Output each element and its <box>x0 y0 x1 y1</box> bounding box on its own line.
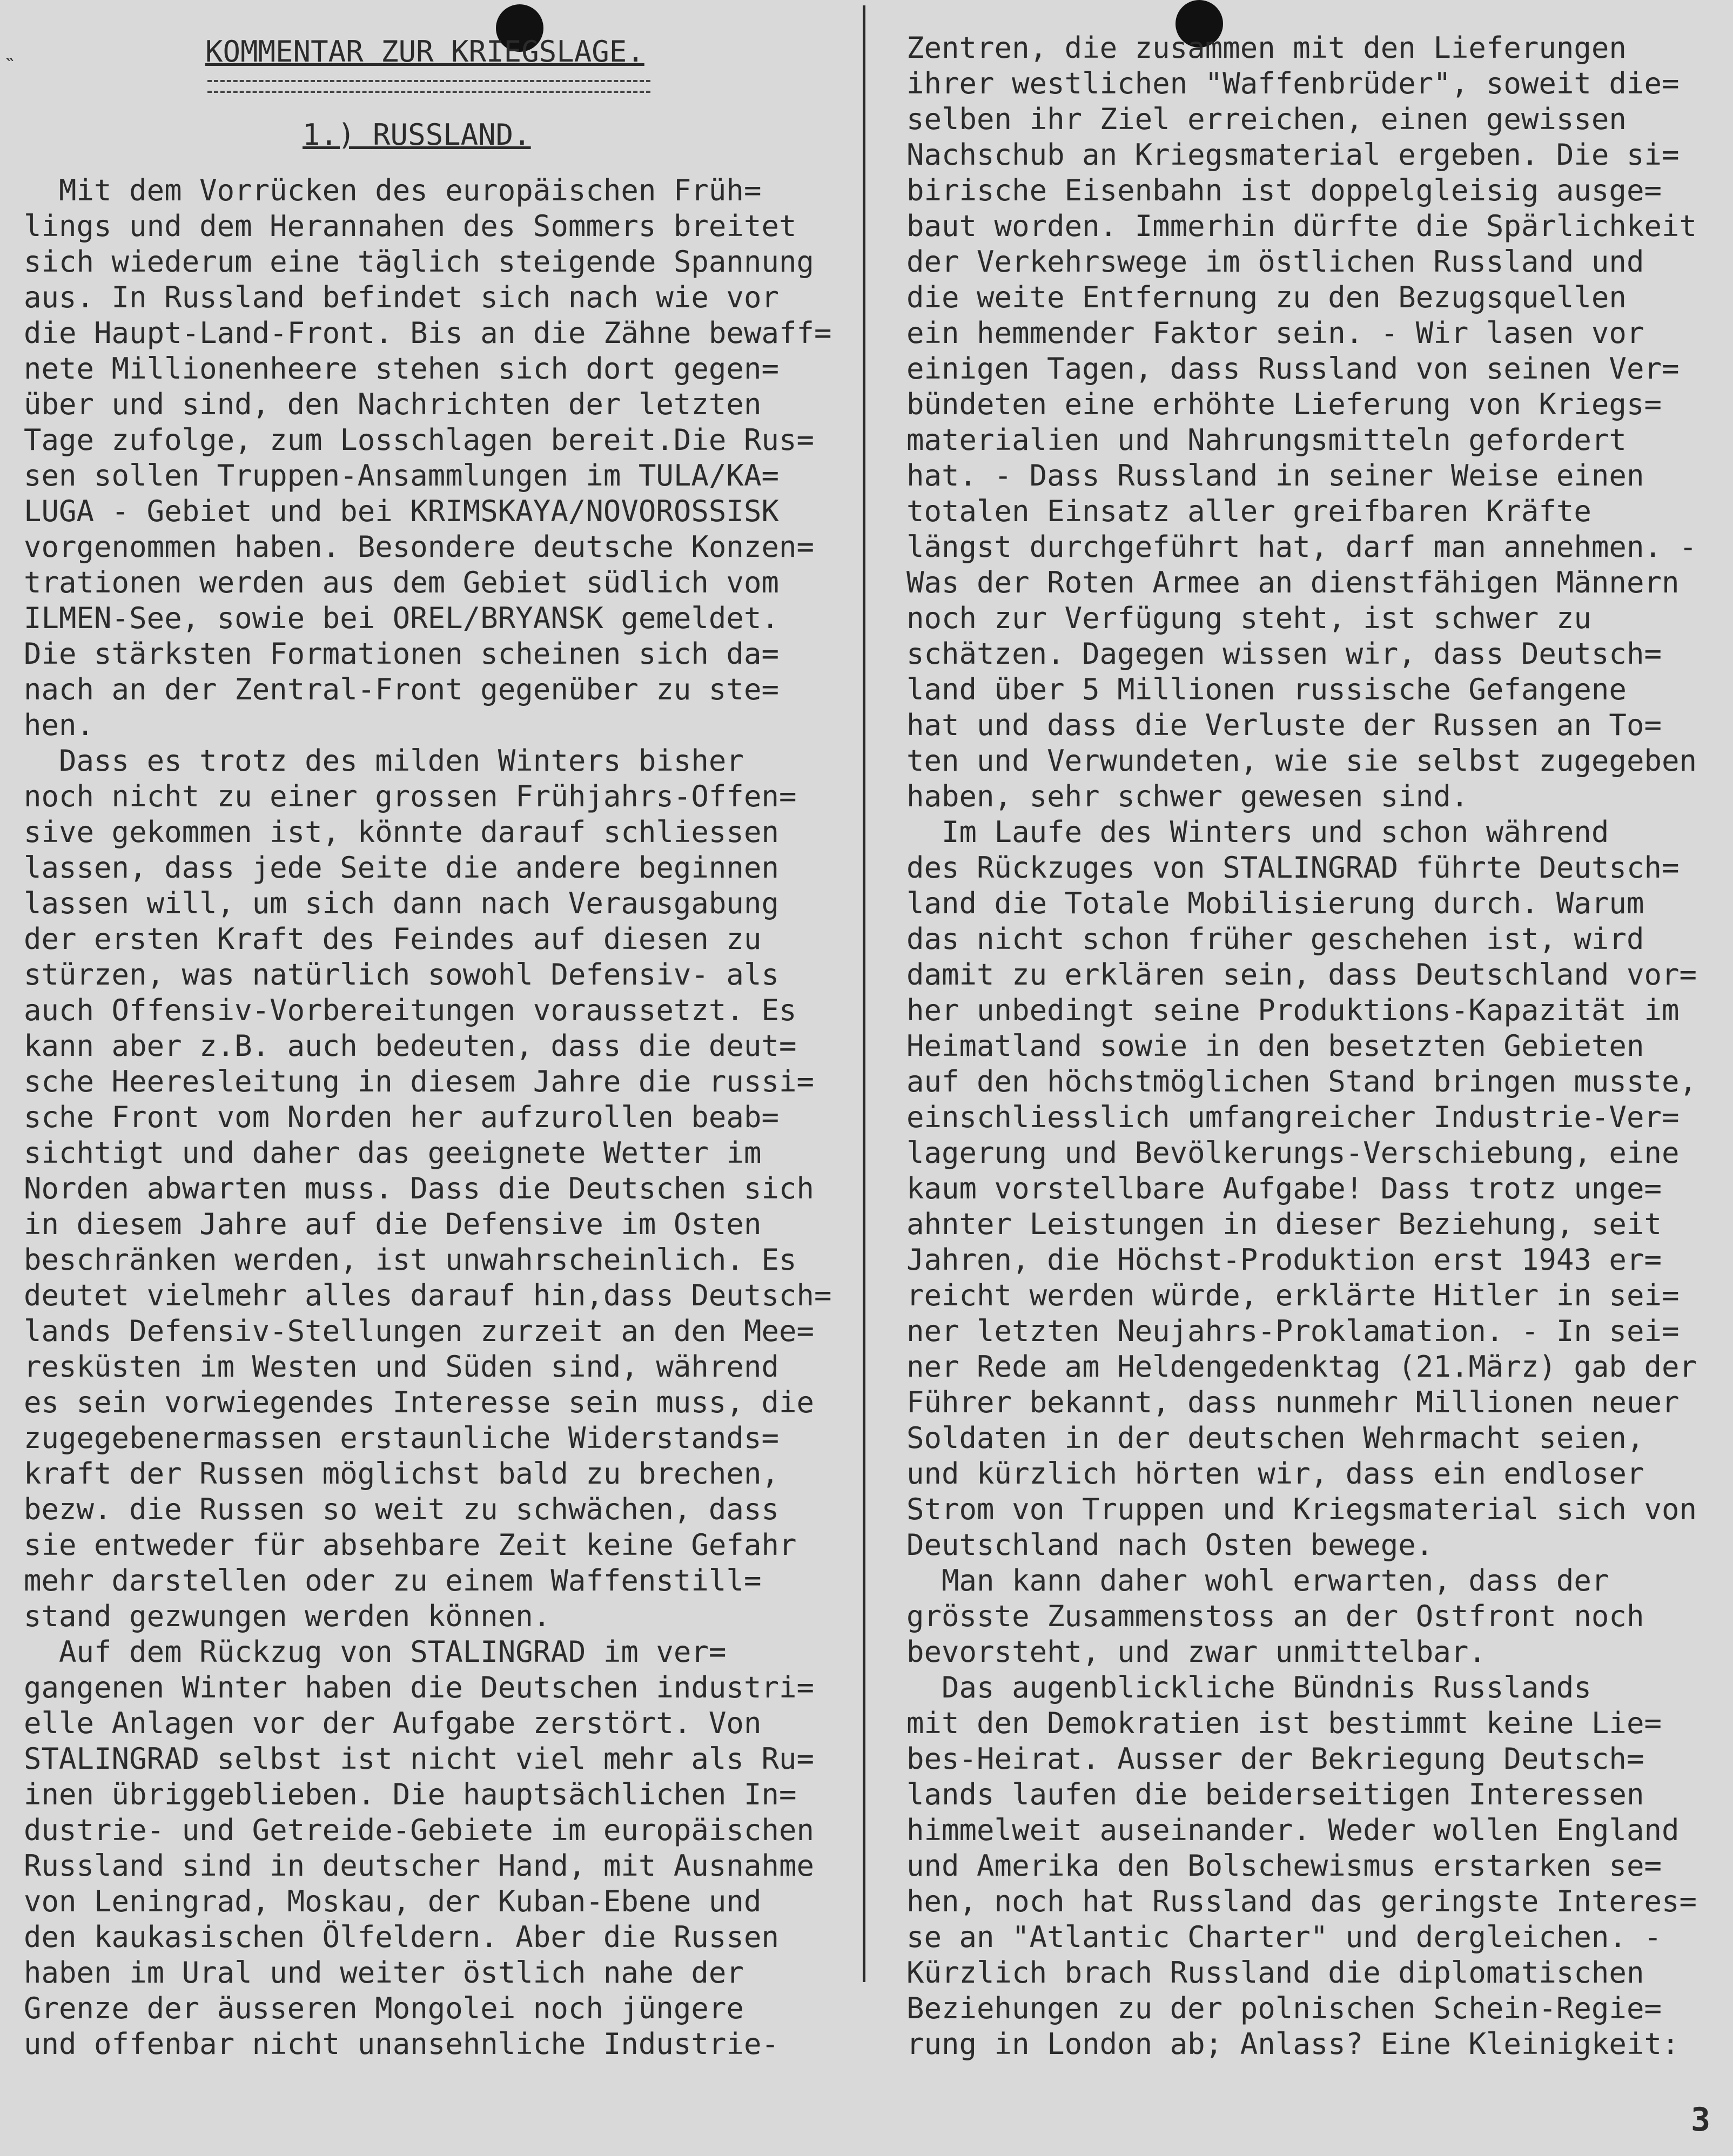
text-line: Strom von Truppen und Kriegsmaterial sich von <box>906 1492 1697 1526</box>
text-line: auf den höchstmöglichen Stand bringen musste, <box>906 1064 1697 1099</box>
column-divider <box>863 5 865 1982</box>
left-column-text <box>24 30 845 2062</box>
text-line: haben, sehr schwer gewesen sind. <box>906 779 1469 813</box>
text-line: längst durchgeführt hat, darf man annehmen. - <box>906 530 1697 564</box>
text-line: kraft der Russen möglichst bald zu brechen, <box>24 1457 779 1491</box>
text-line: rung in London ab; Anlass? Eine Kleinigkeit: <box>906 2027 1680 2061</box>
text-line: Nachschub an Kriegsmaterial ergeben. Die si= <box>906 138 1680 172</box>
text-line: Deutschland nach Osten bewege. <box>906 1528 1434 1562</box>
text-line: damit zu erklären sein, dass Deutschland vor= <box>906 958 1697 992</box>
text-line: birische Eisenbahn ist doppelgleisig ausge= <box>906 173 1662 207</box>
text-line: ahnter Leistungen in dieser Beziehung, seit <box>906 1207 1662 1241</box>
text-line: bündeten eine erhöhte Lieferung von Kriegs= <box>906 387 1662 421</box>
text-line: und Amerika den Bolschewismus erstarken se= <box>906 1849 1662 1883</box>
scan-mark: ˵ <box>6 46 18 69</box>
spacer-line <box>24 66 845 102</box>
text-line: ein hemmender Faktor sein. - Wir lasen vor <box>906 316 1644 350</box>
text-line: schätzen. Dagegen wissen wir, dass Deutsch= <box>906 637 1662 671</box>
text-line: reicht werden würde, erklärte Hitler in sei= <box>906 1278 1680 1312</box>
text-line: Grenze der äusseren Mongolei noch jüngere <box>24 1991 744 2025</box>
text-line: lagerung und Bevölkerungs-Verschiebung, eine <box>906 1136 1680 1170</box>
text-line: Man kann daher wohl erwarten, dass der <box>906 1564 1609 1598</box>
text-line: nete Millionenheere stehen sich dort gegen= <box>24 352 779 386</box>
text-line: sive gekommen ist, könnte darauf schliessen <box>24 815 779 849</box>
text-line: hen. <box>24 708 95 742</box>
text-line: dustrie- und Getreide-Gebiete im europäischen <box>24 1813 814 1847</box>
text-line: Zentren, die zusammen mit den Lieferungen <box>906 31 1627 65</box>
text-line: lassen will, um sich dann nach Verausgabung <box>24 886 779 920</box>
text-line: das nicht schon früher geschehen ist, wird <box>906 922 1644 956</box>
text-line: Beziehungen zu der polnischen Schein-Regie= <box>906 1991 1662 2025</box>
text-line: himmelweit auseinander. Weder wollen England <box>906 1813 1680 1847</box>
text-line: nach an der Zentral-Front gegenüber zu ste= <box>24 672 779 706</box>
text-line: zugegebenermassen erstaunliche Widerstands= <box>24 1421 779 1455</box>
text-line: der Verkehrswege im östlichen Russland und <box>906 245 1644 279</box>
text-line: Jahren, die Höchst-Produktion erst 1943 er= <box>906 1243 1662 1277</box>
text-line: der ersten Kraft des Feindes auf diesen zu <box>24 922 762 956</box>
text-line: hat. - Dass Russland in seiner Weise einen <box>906 459 1644 493</box>
text-line: Tage zufolge, zum Losschlagen bereit.Die Rus= <box>24 423 814 457</box>
text-line: hat und dass die Verluste der Russen an To= <box>906 708 1662 742</box>
text-line: materialien und Nahrungsmitteln gefordert <box>906 423 1627 457</box>
text-line: bezw. die Russen so weit zu schwächen, dass <box>24 1492 779 1526</box>
text-line: Was der Roten Armee an dienstfähigen Männern <box>906 565 1680 599</box>
text-line: sen sollen Truppen-Ansammlungen im TULA/KA= <box>24 459 779 493</box>
text-line: STALINGRAD selbst ist nicht viel mehr als Ru= <box>24 1742 814 1776</box>
text-line: land über 5 Millionen russische Gefangene <box>906 672 1627 706</box>
text-line: einschliesslich umfangreicher Industrie-Ver= <box>906 1100 1680 1134</box>
text-line: elle Anlagen vor der Aufgabe zerstört. Von <box>24 1706 762 1740</box>
text-line: resküsten im Westen und Süden sind, während <box>24 1350 779 1384</box>
text-line: deutet vielmehr alles darauf hin,dass Deutsch= <box>24 1278 832 1312</box>
text-line: von Leningrad, Moskau, der Kuban-Ebene und <box>24 1884 762 1918</box>
text-line: LUGA - Gebiet und bei KRIMSKAYA/NOVOROSSISK <box>24 494 779 528</box>
text-line: Russland sind in deutscher Hand, mit Ausnahme <box>24 1849 814 1883</box>
text-line: und offenbar nicht unansehnliche Industrie- <box>24 2027 779 2061</box>
text-line: auch Offensiv-Vorbereitungen voraussetzt. Es <box>24 993 797 1027</box>
text-line: mit den Demokratien ist bestimmt keine Lie= <box>906 1706 1662 1740</box>
text-line: haben im Ural und weiter östlich nahe der <box>24 1956 744 1990</box>
text-line: beschränken werden, ist unwahrscheinlich. Es <box>24 1243 797 1277</box>
text-line: Auf dem Rückzug von STALINGRAD im ver= <box>24 1635 727 1669</box>
text-line: und kürzlich hörten wir, dass ein endloser <box>906 1457 1644 1491</box>
text-line: totalen Einsatz aller greifbaren Kräfte <box>906 494 1591 528</box>
text-line: Dass es trotz des milden Winters bisher <box>24 744 744 778</box>
text-line: grösste Zusammenstoss an der Ostfront noch <box>906 1599 1644 1633</box>
text-line: Im Laufe des Winters und schon während <box>906 815 1609 849</box>
text-line: die Haupt-Land-Front. Bis an die Zähne bewaff= <box>24 316 832 350</box>
text-line: einigen Tagen, dass Russland von seinen Ver= <box>906 352 1680 386</box>
text-line: lassen, dass jede Seite die andere beginnen <box>24 851 779 885</box>
text-line: kann aber z.B. auch bedeuten, dass die deut= <box>24 1029 797 1063</box>
text-line: Norden abwarten muss. Dass die Deutschen sich <box>24 1171 814 1205</box>
text-line: noch nicht zu einer grossen Frühjahrs-Offen= <box>24 779 797 813</box>
text-line: se an "Atlantic Charter" und dergleichen. - <box>906 1920 1662 1954</box>
text-line: lands laufen die beiderseitigen Interessen <box>906 1777 1644 1811</box>
text-line: her unbedingt seine Produktions-Kapazität im <box>906 993 1680 1027</box>
text-line: baut worden. Immerhin dürfte die Spärlichkeit <box>906 209 1697 243</box>
spacer-line <box>24 137 845 173</box>
text-line: Heimatland sowie in den besetzten Gebieten <box>906 1029 1644 1063</box>
text-line: ihrer westlichen "Waffenbrüder", soweit die= <box>906 66 1680 100</box>
spacer-line <box>24 102 845 137</box>
text-line: den kaukasischen Ölfeldern. Aber die Russen <box>24 1920 779 1954</box>
text-line: selben ihr Ziel erreichen, einen gewissen <box>906 102 1627 136</box>
page-number: 3 <box>1691 2101 1711 2139</box>
text-line: bevorsteht, und zwar unmittelbar. <box>906 1635 1486 1669</box>
text-line: ten und Verwundeten, wie sie selbst zugegeben <box>906 744 1697 778</box>
text-line: noch zur Verfügung steht, ist schwer zu <box>906 601 1591 635</box>
text-line: vorgenommen haben. Besondere deutsche Konzen= <box>24 530 814 564</box>
text-line: ner letzten Neujahrs-Proklamation. - In sei= <box>906 1314 1680 1348</box>
text-line: lings und dem Herannahen des Sommers breitet <box>24 209 797 243</box>
text-line: bes-Heirat. Ausser der Bekriegung Deutsch= <box>906 1742 1644 1776</box>
section-heading: 1.) RUSSLAND. <box>303 118 531 152</box>
text-line: land die Totale Mobilisierung durch. Warum <box>906 886 1644 920</box>
text-line: Soldaten in der deutschen Wehrmacht seien, <box>906 1421 1644 1455</box>
text-line: stand gezwungen werden können. <box>24 1599 551 1633</box>
text-line: sichtigt und daher das geeignete Wetter im <box>24 1136 762 1170</box>
text-line: des Rückzuges von STALINGRAD führte Deutsch= <box>906 851 1680 885</box>
text-line: in diesem Jahre auf die Defensive im Osten <box>24 1207 762 1241</box>
text-line: Mit dem Vorrücken des europäischen Früh= <box>24 173 762 207</box>
spacer-line <box>24 30 845 66</box>
text-line: inen übriggeblieben. Die hauptsächlichen In= <box>24 1777 797 1811</box>
text-line: ILMEN-See, sowie bei OREL/BRYANSK gemeldet. <box>24 601 779 635</box>
text-line: sche Heeresleitung in diesem Jahre die russi= <box>24 1064 814 1099</box>
text-line: mehr darstellen oder zu einem Waffenstill= <box>24 1564 762 1598</box>
text-line: trationen werden aus dem Gebiet südlich vom <box>24 565 779 599</box>
text-line: Die stärksten Formationen scheinen sich da= <box>24 637 779 671</box>
text-line: Kürzlich brach Russland die diplomatischen <box>906 1956 1644 1990</box>
text-line: sie entweder für absehbare Zeit keine Gefahr <box>24 1528 797 1562</box>
text-line: ner Rede am Heldengedenktag (21.März) gab der <box>906 1350 1697 1384</box>
text-line: Führer bekannt, dass nunmehr Millionen neuer <box>906 1385 1680 1419</box>
text-line: kaum vorstellbare Aufgabe! Dass trotz unge= <box>906 1171 1662 1205</box>
right-column-text <box>906 30 1722 2062</box>
text-line: sche Front vom Norden her aufzurollen beab= <box>24 1100 779 1134</box>
text-line: Das augenblickliche Bündnis Russlands <box>906 1670 1591 1704</box>
text-line: gangenen Winter haben die Deutschen industri= <box>24 1670 814 1704</box>
text-line: über und sind, den Nachrichten der letzten <box>24 387 762 421</box>
text-line: es sein vorwiegendes Interesse sein muss, die <box>24 1385 814 1419</box>
text-line: hen, noch hat Russland das geringste Interes= <box>906 1884 1697 1918</box>
text-line: die weite Entfernung zu den Bezugsquellen <box>906 280 1627 314</box>
text-line: lands Defensiv-Stellungen zurzeit an den Mee= <box>24 1314 814 1348</box>
document-title: KOMMENTAR ZUR KRIEGSLAGE. <box>205 35 644 69</box>
text-line: sich wiederum eine täglich steigende Spannung <box>24 245 814 279</box>
text-line: aus. In Russland befindet sich nach wie vor <box>24 280 779 314</box>
text-line: stürzen, was natürlich sowohl Defensiv- als <box>24 958 779 992</box>
